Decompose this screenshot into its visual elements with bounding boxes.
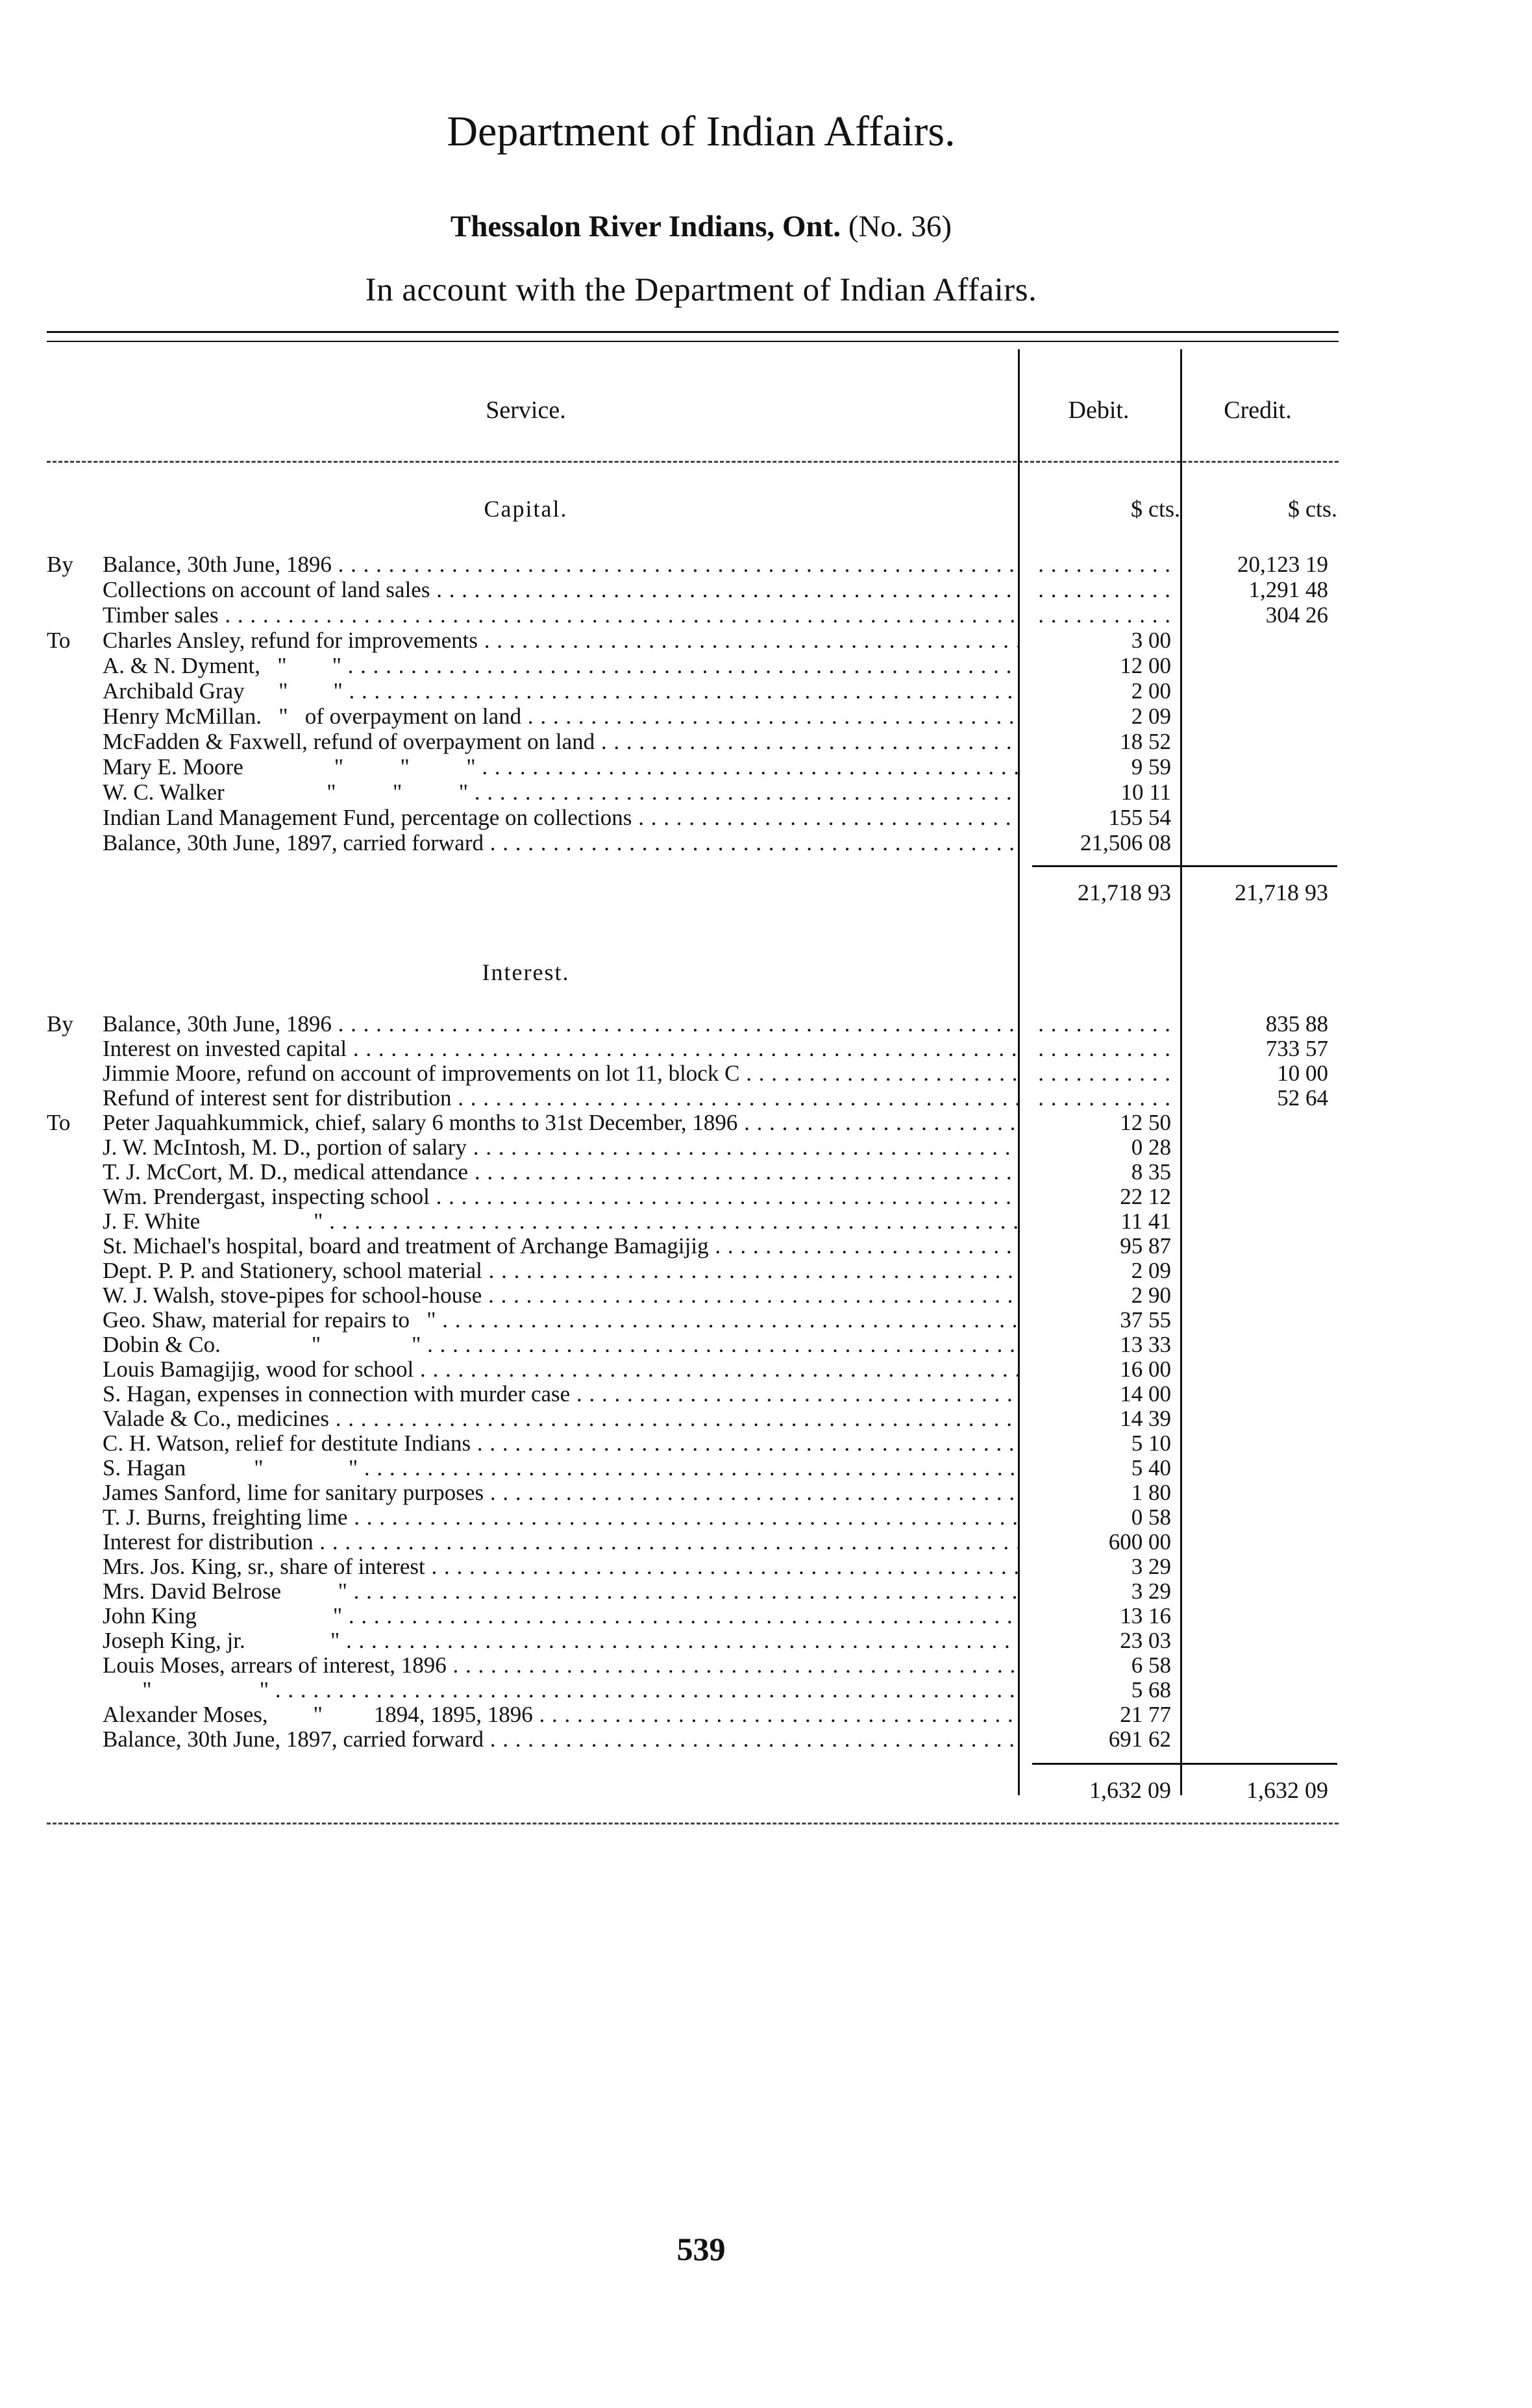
account-subtitle — [0, 212, 1402, 242]
ledger-row — [0, 1406, 1532, 1431]
ledger-row — [0, 577, 1532, 602]
interest-total-credit: 1,632 09 — [1246, 1777, 1328, 1803]
entry-description: Mrs. Jos. King, sr., share of interest . . . — [103, 1554, 1018, 1579]
entry-debit: 9 59 — [1131, 754, 1171, 780]
entry-credit: 733 57 — [1265, 1036, 1328, 1061]
entry-credit: 304 26 — [1265, 602, 1328, 628]
entry-description: Dobin & Co. " " . . . — [103, 1332, 1018, 1357]
entry-debit: 8 35 — [1131, 1159, 1171, 1185]
entry-debit: 155 54 — [1108, 805, 1171, 830]
entry-description: J. F. White " . . . — [103, 1209, 1018, 1234]
ledger-row — [0, 729, 1532, 754]
entry-description: Louis Bamagijig, wood for school . . . — [103, 1357, 1018, 1382]
entry-description: John King " . . . — [103, 1603, 1018, 1628]
ledger-row — [0, 1505, 1532, 1530]
entry-description: Mrs. David Belrose " . . . — [103, 1579, 1018, 1604]
entry-debit: 13 16 — [1120, 1603, 1171, 1628]
ledger-row — [0, 653, 1532, 678]
entry-prefix: To — [47, 1110, 71, 1135]
entry-description: Louis Moses, arrears of interest, 1896 . . . — [103, 1652, 1018, 1678]
ledger-row — [0, 602, 1532, 628]
entry-description: J. W. McIntosh, M. D., portion of salary . . . — [103, 1135, 1018, 1160]
ledger-row — [0, 754, 1532, 780]
ledger-row — [0, 1726, 1532, 1752]
band-number: (No. 36) — [848, 210, 952, 243]
interest-total-rule — [1032, 1763, 1337, 1765]
entry-debit: 95 87 — [1120, 1233, 1171, 1259]
entry-description: Interest for distribution . . . — [103, 1529, 1018, 1554]
entry-description: C. H. Watson, relief for destitute Indians . . . — [103, 1431, 1018, 1456]
entry-debit: 2 00 — [1131, 678, 1171, 704]
credit-unit-label: $ cts. — [1288, 496, 1337, 522]
entry-debit: 2 90 — [1131, 1283, 1171, 1308]
ledger-row — [0, 704, 1532, 729]
header-rule — [47, 461, 1339, 463]
entry-debit-leader — [1033, 577, 1171, 602]
entry-description: McFadden & Faxwell, refund of overpayment on land . . . — [103, 729, 1018, 754]
entry-debit-leader — [1033, 1085, 1171, 1111]
ledger-row — [0, 1110, 1532, 1135]
ledger-row — [0, 1307, 1532, 1333]
entry-description: Jimmie Moore, refund on account of improvements on lot 11, block C . . . — [103, 1061, 1018, 1086]
ledger-row — [0, 1579, 1532, 1604]
ledger-row — [0, 1677, 1532, 1702]
ledger-row — [0, 805, 1532, 830]
ledger-row — [0, 1357, 1532, 1382]
entry-prefix: To — [47, 628, 71, 653]
entry-description: Alexander Moses, " 1894, 1895, 1896 . . . — [103, 1702, 1018, 1727]
entry-debit: 21 77 — [1120, 1702, 1171, 1727]
entry-prefix: By — [47, 1011, 73, 1037]
debit-unit-label: $ cts. — [1131, 496, 1180, 522]
entry-debit: 12 50 — [1120, 1110, 1171, 1135]
entry-credit: 1,291 48 — [1248, 577, 1328, 602]
entry-description: " " . . . — [103, 1677, 1018, 1702]
column-credit-header: Credit. — [1224, 397, 1292, 424]
ledger-row — [0, 1332, 1532, 1357]
entry-description: Collections on account of land sales . . . — [103, 577, 1018, 602]
ledger-row — [0, 1283, 1532, 1308]
ledger-row — [0, 1603, 1532, 1628]
entry-description: Balance, 30th June, 1896 . . . — [103, 552, 1018, 577]
entry-description: W. C. Walker " " " . . . — [103, 780, 1018, 805]
entry-description: Geo. Shaw, material for repairs to " . . . — [103, 1307, 1018, 1333]
entry-description: Balance, 30th June, 1897, carried forward . . . — [103, 830, 1018, 855]
entry-description: S. Hagan " " . . . — [103, 1455, 1018, 1480]
entry-description: Peter Jaquahkummick, chief, salary 6 months to 31st December, 1896 . . . — [103, 1110, 1018, 1135]
capital-heading: Capital. — [484, 496, 568, 522]
entry-description: Charles Ansley, refund for improvements . . . — [103, 628, 1018, 653]
entry-description: Refund of interest sent for distribution . . . — [103, 1085, 1018, 1111]
entry-description: Indian Land Management Fund, percentage on collections . . . — [103, 805, 1018, 830]
entry-debit-leader — [1033, 602, 1171, 628]
entry-debit: 18 52 — [1120, 729, 1171, 754]
entry-description: A. & N. Dyment, " " . . . — [103, 653, 1018, 678]
entry-credit: 10 00 — [1277, 1061, 1328, 1086]
entry-debit-leader — [1033, 552, 1171, 577]
entry-description: T. J. McCort, M. D., medical attendance . . . — [103, 1159, 1018, 1185]
ledger-row — [0, 1036, 1532, 1061]
entry-prefix: By — [47, 552, 73, 577]
entry-debit: 23 03 — [1120, 1628, 1171, 1653]
entry-description: Dept. P. P. and Stationery, school material . . . — [103, 1258, 1018, 1283]
entry-description: Interest on invested capital . . . — [103, 1036, 1018, 1061]
entry-debit: 11 41 — [1120, 1209, 1171, 1234]
page-title: Department of Indian Affairs. — [447, 108, 956, 155]
entry-debit: 600 00 — [1108, 1529, 1171, 1554]
entry-debit: 12 00 — [1120, 653, 1171, 678]
interest-total-debit: 1,632 09 — [1089, 1777, 1171, 1803]
ledger-row — [0, 780, 1532, 805]
ledger-row — [0, 1554, 1532, 1579]
entry-debit: 6 58 — [1131, 1652, 1171, 1678]
ledger-row — [0, 1652, 1532, 1678]
ledger-row — [0, 1480, 1532, 1505]
ledger-row — [0, 1159, 1532, 1185]
entry-description: Balance, 30th June, 1896 . . . — [103, 1011, 1018, 1037]
ledger-row — [0, 1085, 1532, 1111]
entry-credit: 835 88 — [1265, 1011, 1328, 1037]
entry-description: Joseph King, jr. " . . . — [103, 1628, 1018, 1653]
capital-total-rule — [1032, 865, 1337, 867]
ledger-row — [0, 628, 1532, 653]
entry-description: Valade & Co., medicines . . . — [103, 1406, 1018, 1431]
entry-debit: 10 11 — [1120, 780, 1171, 805]
entry-description: T. J. Burns, freighting lime . . . — [103, 1505, 1018, 1530]
entry-debit-leader — [1033, 1011, 1171, 1037]
entry-debit: 3 29 — [1131, 1579, 1171, 1604]
entry-debit: 5 68 — [1131, 1677, 1171, 1702]
entry-debit: 2 09 — [1131, 1258, 1171, 1283]
entry-debit: 5 40 — [1131, 1455, 1171, 1480]
entry-debit: 22 12 — [1120, 1184, 1171, 1209]
entry-debit: 2 09 — [1131, 704, 1171, 729]
entry-debit: 3 29 — [1131, 1554, 1171, 1579]
ledger-row — [0, 1258, 1532, 1283]
ledger-row — [0, 1184, 1532, 1209]
capital-total-credit: 21,718 93 — [1235, 879, 1328, 905]
column-service-header: Service. — [486, 397, 566, 424]
entry-credit: 20,123 19 — [1237, 552, 1328, 577]
entry-debit: 14 39 — [1120, 1406, 1171, 1431]
ledger-row — [0, 1702, 1532, 1727]
entry-debit: 21,506 08 — [1080, 830, 1171, 855]
ledger-row — [0, 1529, 1532, 1554]
interest-heading: Interest. — [482, 959, 570, 985]
entry-description: Wm. Prendergast, inspecting school . . . — [103, 1184, 1018, 1209]
entry-debit: 37 55 — [1120, 1307, 1171, 1333]
entry-debit: 14 00 — [1120, 1381, 1171, 1407]
ledger-row — [0, 830, 1532, 855]
entry-debit: 13 33 — [1120, 1332, 1171, 1357]
entry-description: Balance, 30th June, 1897, carried forward . . . — [103, 1726, 1018, 1752]
bottom-rule — [47, 1823, 1339, 1824]
ledger-row — [0, 678, 1532, 704]
account-line: In account with the Department of Indian Affairs. — [365, 272, 1037, 308]
ledger-row — [0, 1381, 1532, 1407]
entry-debit: 691 62 — [1108, 1726, 1171, 1752]
entry-debit: 16 00 — [1120, 1357, 1171, 1382]
entry-description: James Sanford, lime for sanitary purposes . . . — [103, 1480, 1018, 1505]
entry-credit: 52 64 — [1277, 1085, 1328, 1111]
entry-debit: 5 10 — [1131, 1431, 1171, 1456]
entry-description: Henry McMillan. " of overpayment on land . . . — [103, 704, 1018, 729]
top-rule — [47, 331, 1339, 333]
entry-description: St. Michael's hospital, board and treatment of Archange Bamagijig . . . — [103, 1233, 1018, 1259]
ledger-row — [0, 1233, 1532, 1259]
entry-debit: 1 80 — [1131, 1480, 1171, 1505]
entry-debit-leader — [1033, 1036, 1171, 1061]
entry-description: S. Hagan, expenses in connection with murder case . . . — [103, 1381, 1018, 1407]
entry-debit-leader — [1033, 1061, 1171, 1086]
ledger-row — [0, 552, 1532, 577]
ledger-row — [0, 1061, 1532, 1086]
ledger-row — [0, 1209, 1532, 1234]
entry-debit: 3 00 — [1131, 628, 1171, 653]
capital-total-debit: 21,718 93 — [1078, 879, 1171, 905]
ledger-row — [0, 1455, 1532, 1480]
page-number: 539 — [676, 2231, 726, 2267]
entry-description: Archibald Gray " " . . . — [103, 678, 1018, 704]
entry-description: W. J. Walsh, stove-pipes for school-house . . . — [103, 1283, 1018, 1308]
ledger-row — [0, 1628, 1532, 1653]
entry-description: Mary E. Moore " " " . . . — [103, 754, 1018, 780]
ledger-row — [0, 1431, 1532, 1456]
entry-description: Timber sales . . . — [103, 602, 1018, 628]
band-name: Thessalon River Indians, Ont. — [450, 210, 841, 243]
entry-debit: 0 58 — [1131, 1505, 1171, 1530]
ledger-row — [0, 1135, 1532, 1160]
column-debit-header: Debit. — [1068, 397, 1130, 424]
top-rule-inner — [47, 341, 1339, 342]
entry-debit: 0 28 — [1131, 1135, 1171, 1160]
ledger-row — [0, 1011, 1532, 1037]
